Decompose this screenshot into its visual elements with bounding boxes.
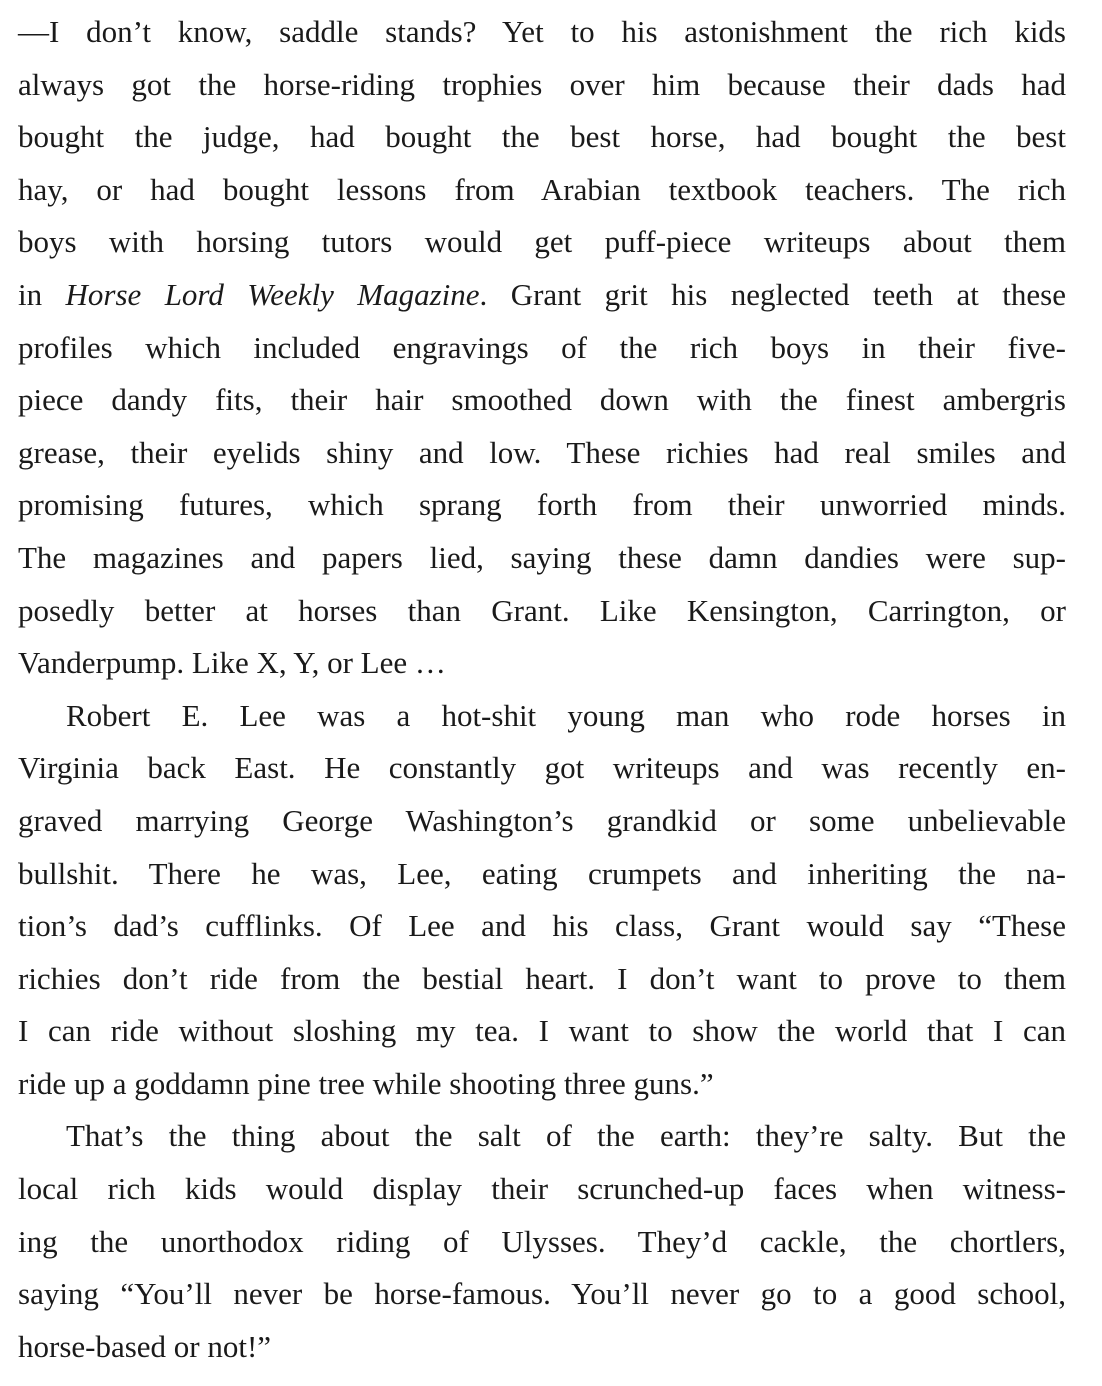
text-line: grease, their eyelids shiny and low. These richies had real smiles and bbox=[18, 434, 1066, 470]
text-fragment: . Grant grit his neglected teeth at these bbox=[479, 276, 1066, 312]
text-line: Robert E. Lee was a hot-shit young man who rode horses in bbox=[66, 697, 1066, 733]
text-line: always got the horse-riding trophies over him because their dads had bbox=[18, 66, 1066, 102]
text-line: ing the unorthodox riding of Ulysses. They’d cackle, the chortlers, bbox=[18, 1223, 1066, 1259]
text-line: tion’s dad’s cufflinks. Of Lee and his class, Grant would say “These bbox=[18, 908, 1066, 944]
magazine-title: Horse Lord Weekly Magazine bbox=[65, 276, 480, 312]
text-line: promising futures, which sprang forth from their unworried minds. bbox=[18, 487, 1066, 523]
text-line-with-title bbox=[18, 269, 1066, 322]
text-line: ride up a goddamn pine tree while shooting three guns.” bbox=[18, 1065, 714, 1101]
text-line: That’s the thing about the salt of the earth: they’re salty. But the bbox=[66, 1118, 1066, 1154]
paragraph-1 bbox=[18, 6, 1066, 690]
text-line: richies don’t ride from the bestial heart. I don’t want to prove to them bbox=[18, 960, 1066, 996]
text-line: posedly better at horses than Grant. Like Kensington, Carrington, or bbox=[18, 592, 1066, 628]
paragraph-2 bbox=[18, 690, 1066, 1111]
book-page bbox=[18, 6, 1066, 1373]
paragraph-3 bbox=[18, 1110, 1066, 1373]
text-line: bought the judge, had bought the best horse, had bought the best bbox=[18, 119, 1066, 155]
text-line: local rich kids would display their scrunched-up faces when witness- bbox=[18, 1171, 1066, 1207]
text-line: Vanderpump. Like X, Y, or Lee … bbox=[18, 645, 446, 681]
text-line: I can ride without sloshing my tea. I want to show the world that I can bbox=[18, 1013, 1066, 1049]
text-line: —I don’t know, saddle stands? Yet to his astonishment the rich kids bbox=[18, 14, 1066, 49]
text-line: graved marrying George Washington’s grandkid or some unbelievable bbox=[18, 802, 1066, 838]
text-line: profiles which included engravings of the rich boys in their five- bbox=[18, 329, 1066, 365]
text-line: The magazines and papers lied, saying these damn dandies were sup- bbox=[18, 539, 1066, 575]
text-fragment: in bbox=[18, 276, 66, 312]
text-line: hay, or had bought lessons from Arabian textbook teachers. The rich bbox=[18, 171, 1066, 207]
text-line: piece dandy fits, their hair smoothed down with the finest ambergris bbox=[18, 382, 1066, 418]
text-line: Virginia back East. He constantly got writeups and was recently en- bbox=[18, 750, 1066, 786]
text-line: horse-based or not!” bbox=[18, 1328, 272, 1364]
text-line: bullshit. There he was, Lee, eating crumpets and inheriting the na- bbox=[18, 855, 1066, 891]
text-line: saying “You’ll never be horse-famous. You’ll never go to a good school, bbox=[18, 1276, 1066, 1312]
text-line: boys with horsing tutors would get puff-piece writeups about them bbox=[18, 224, 1066, 260]
